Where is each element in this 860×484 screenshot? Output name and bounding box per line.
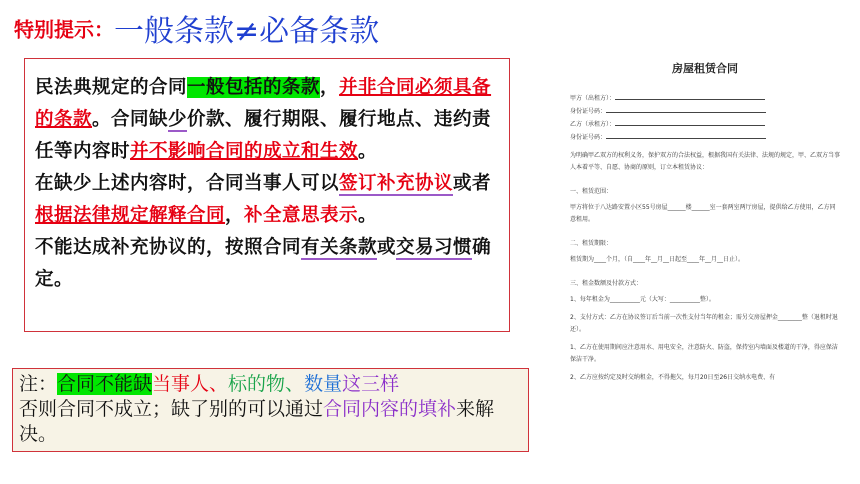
- text-span: 。合同缺: [92, 109, 169, 130]
- emphasis-complete: 补全意思表示: [244, 205, 359, 226]
- text-span: 在缺少上述内容时，合同当事人可以: [35, 173, 340, 194]
- section-2-heading: 二、租赁期限：: [570, 240, 613, 247]
- party-b-row: [570, 118, 854, 131]
- id-b-row: [570, 131, 854, 144]
- text-span: 身份证号码：: [570, 134, 607, 141]
- red-parties: 当事人、: [152, 373, 229, 395]
- section-3-heading: 三、租金数额及付款方式：: [570, 280, 643, 287]
- text-span: 价款、履行期限、履行地点、违约责任等内容时: [35, 109, 492, 162]
- explanation-text: [35, 72, 499, 296]
- text-span: 注：: [19, 373, 58, 395]
- emphasis-interpret: 根据法律规定解释合同: [35, 205, 226, 226]
- text-span: ，: [320, 77, 340, 98]
- section-1-text: 甲方将位于八达路安置小区55号房屋______楼______室一套两室两厅房屋，提供给乙方使用，乙方同意租用。: [570, 204, 836, 223]
- underline-lack: 少: [168, 109, 188, 130]
- text-span: 否则合同不成立；缺了别的可以通过: [19, 398, 324, 420]
- green-subject: 标的物、: [228, 373, 305, 395]
- highlight-cannot-lack: 合同不能缺: [57, 373, 153, 395]
- underline-terms: 有关条款: [301, 237, 378, 258]
- blank-line: [606, 105, 766, 113]
- text-span: 不能达成补充协议的，按照合同: [35, 237, 302, 258]
- text-span: 甲方（出租方）：: [570, 95, 616, 102]
- text-span: 。: [358, 141, 378, 162]
- underline-custom: 交易习惯: [396, 237, 473, 258]
- title-main: 一般条款≠必备条款: [114, 14, 380, 49]
- purple-fill-content: 合同内容的填补: [323, 398, 457, 420]
- emphasis-supplement: 签订补充协议: [339, 173, 454, 194]
- text-span: 或: [377, 237, 397, 258]
- section-2-text: 租赁期为____个月，（自____年__月__日起至____年__月__日止）。: [570, 256, 745, 263]
- blank-line: [615, 118, 765, 126]
- title-prefix: 特别提示：: [14, 17, 114, 42]
- section-4-item-2: 2、乙方应按约定及时交纳租金，不得拖欠，每月20日至26日交纳水电费、有: [570, 374, 776, 381]
- highlight-general-terms: 一般包括的条款: [187, 77, 321, 98]
- party-a-row: [570, 92, 854, 105]
- text-span: 来解决。: [19, 398, 495, 445]
- text-span: 乙方（承租方）：: [570, 121, 616, 128]
- section-3-item-2: 2、支付方式：乙方在协议签订后当前一次性支付当年的租金；需另交房屋押金________整（退租时退还）。: [570, 314, 838, 333]
- text-span: ，: [225, 205, 245, 226]
- lease-contract-image: [556, 58, 854, 418]
- note-box: [12, 368, 529, 452]
- text-span: 确定。: [35, 237, 492, 290]
- intro-paragraph: 为明确甲乙双方的权利义务，保护双方的合法权益，根据我国有关法律、法规的规定，甲、乙双方当事人本着平等、自愿、协商的原则，订立本租赁协议：: [570, 152, 841, 171]
- section-4-item-1: 1、乙方在使用期间应注意用水、用电安全，注意防火、防盗，保持室内墙面及楼道的干净，得应保洁保洁干净。: [570, 344, 838, 363]
- id-a-row: [570, 105, 854, 118]
- section-3-item-1: 1、每年租金为__________元（大写：__________整）。: [570, 296, 715, 303]
- note-line-1: [19, 372, 522, 397]
- contract-title: 房屋租赁合同: [672, 62, 738, 75]
- text-span: 。: [358, 205, 378, 226]
- blank-line: [606, 131, 766, 139]
- note-line-2: [19, 397, 522, 447]
- blue-quantity: 数量: [304, 373, 343, 395]
- section-1-heading: 一、租赁范围：: [570, 188, 613, 195]
- blank-line: [615, 92, 765, 100]
- emphasis-not-affect: 并不影响合同的成立和生效: [130, 141, 359, 162]
- purple-three: 这三样: [342, 373, 400, 395]
- text-span: 民法典规定的合同: [35, 77, 188, 98]
- page-title: [14, 6, 379, 48]
- text-span: 或者: [453, 173, 492, 194]
- text-span: 身份证号码：: [570, 108, 607, 115]
- explanation-box: [24, 58, 510, 332]
- emphasis-not-required: 并非合同必须具备的条款: [35, 77, 492, 130]
